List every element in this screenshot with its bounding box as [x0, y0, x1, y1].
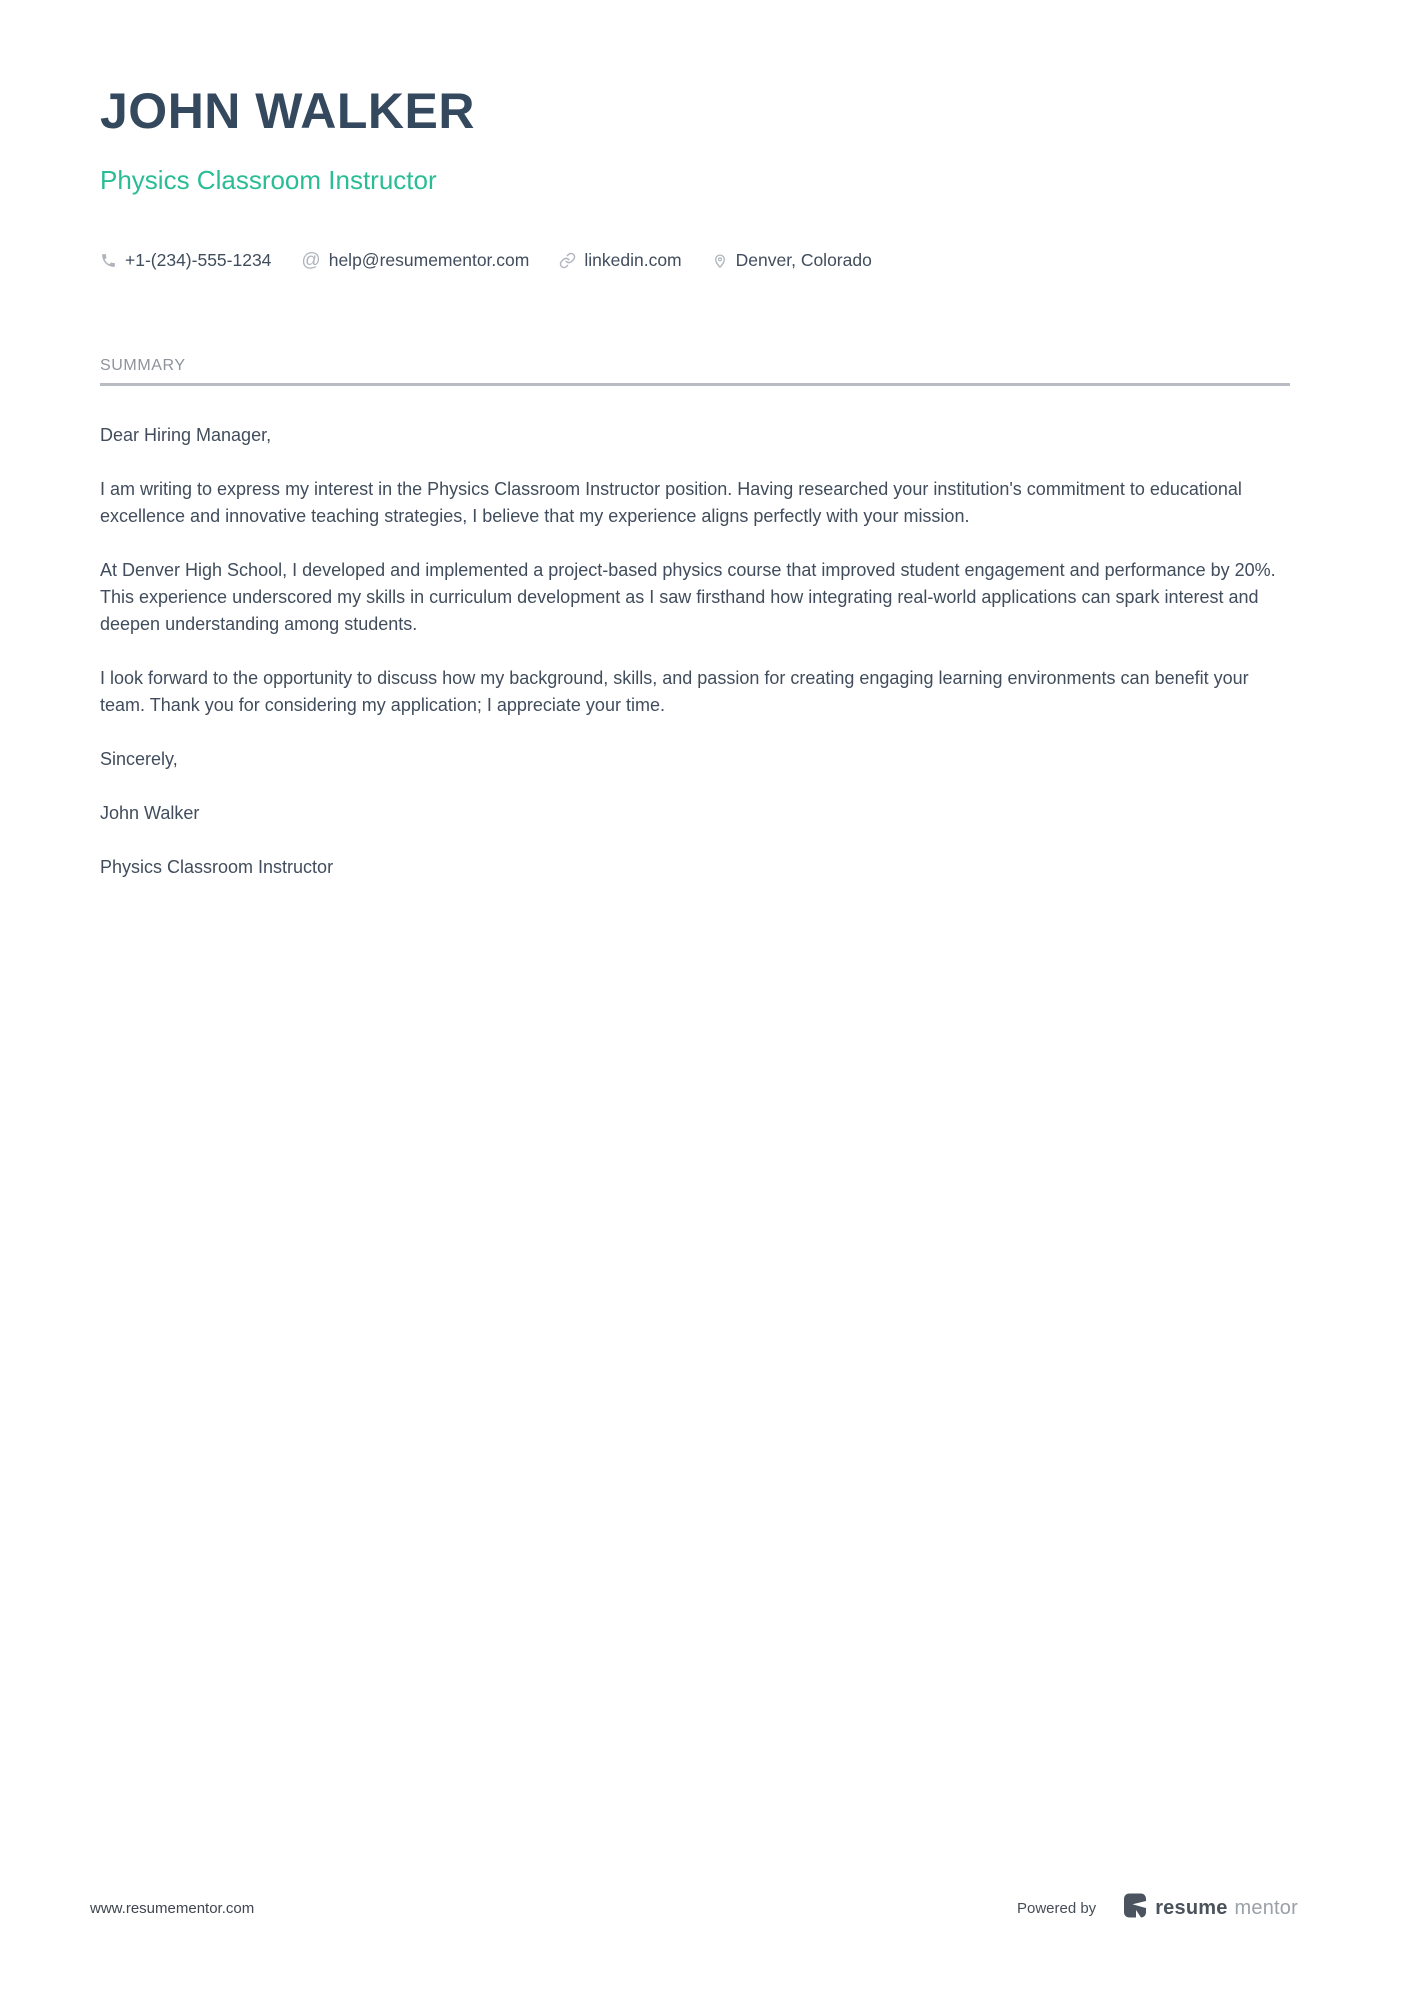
pin-icon	[712, 252, 728, 270]
resumementor-logo-icon	[1124, 1893, 1148, 1923]
contact-location-value: Denver, Colorado	[735, 250, 872, 270]
contact-location	[712, 250, 872, 271]
summary-section	[100, 357, 1290, 386]
page-title: JOHN WALKER	[100, 83, 475, 139]
contact-phone	[100, 250, 271, 271]
contact-email-value: help@resumementor.com	[328, 250, 530, 270]
letter-content	[100, 84, 1290, 908]
letter-salutation: Dear Hiring Manager,	[100, 425, 272, 445]
resumementor-logo[interactable]	[1124, 1893, 1298, 1923]
letter-closing: Sincerely,	[100, 749, 178, 769]
letter-paragraph: At Denver High School, I developed and implemented a project-based physics course that improved student engagement and performance by 20%. This experience underscored my skills in curriculum development as I saw firsthand how integrating real-world applications can spark interest and deepen understanding among students.	[100, 560, 1276, 634]
signature-title: Physics Classroom Instructor	[100, 857, 334, 877]
signature-name: John Walker	[100, 803, 200, 823]
page-footer	[90, 1893, 1298, 1923]
footer-site-link[interactable]: www.resumementor.com	[90, 1899, 255, 1917]
contact-row	[100, 250, 1290, 271]
section-heading: SUMMARY	[100, 357, 186, 374]
link-icon	[559, 252, 576, 269]
letter-body	[100, 422, 1290, 881]
brand-text-bold: resume	[1155, 1896, 1228, 1919]
brand-text-light: mentor	[1234, 1896, 1298, 1919]
contact-link[interactable]	[559, 250, 681, 271]
section-divider	[100, 383, 1290, 386]
footer-branding	[1017, 1893, 1298, 1923]
contact-link-value: linkedin.com	[584, 250, 682, 270]
contact-phone-value: +1-(234)-555-1234	[125, 250, 272, 270]
job-title: Physics Classroom Instructor	[100, 165, 437, 195]
letter-paragraph: I look forward to the opportunity to discuss how my background, skills, and passion for creating engaging learning environments can benefit your team. Thank you for considering my application; I appreciate your time.	[100, 668, 1249, 715]
powered-by-label: Powered by	[1016, 1899, 1097, 1917]
at-icon: @	[301, 250, 321, 271]
phone-icon	[100, 252, 117, 269]
letter-paragraph: I am writing to express my interest in the Physics Classroom Instructor position. Having researched your institution's commitment to educational excellence and innovative teaching strategies, I believe that my experience aligns perfectly with your mission.	[100, 479, 1242, 526]
contact-email[interactable]	[301, 250, 529, 271]
